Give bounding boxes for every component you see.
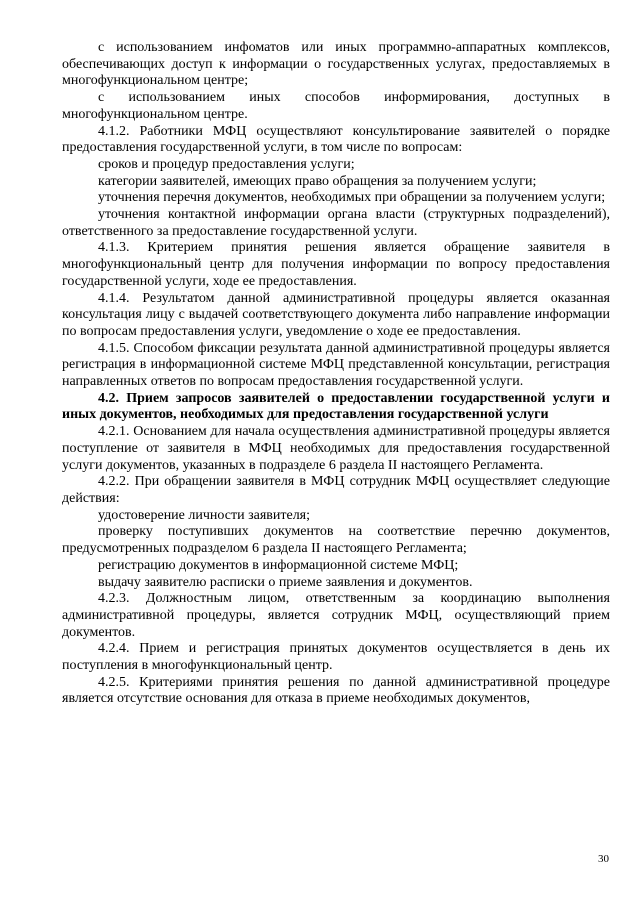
paragraph: уточнения контактной информации органа власти (структурных подразделений), ответственного за предоставление государственной услуги. — [62, 207, 610, 239]
paragraph: 4.2.4. Прием и регистрация принятых документов осуществляется в день их поступления в многофункциональный центр. — [62, 641, 610, 674]
paragraph: 4.2.3. Должностным лицом, ответственным за координацию выполнения административной процедуры, является сотрудник МФЦ, осуществляющий прием документов. — [62, 591, 610, 640]
paragraph: с использованием инфоматов или иных программно-аппаратных комплексов, обеспечивающих доступ к информации о государственных услугах, предоставляемых в многофункциональном центре; — [62, 40, 610, 89]
paragraph: с использованием иных способов информирования, доступных в многофункциональном центре. — [62, 90, 610, 122]
paragraph: 4.1.4. Результатом данной административной процедуры является оказанная консультация лицу с выдачей соответствующего документа либо направление информации по вопросам предоставления услуги, уведомление о ходе ее предоставления. — [62, 290, 610, 339]
paragraph: 4.2.5. Критериями принятия решения по данной административной процедуре является отсутствие основания для отказа в приеме необходимых документов, — [62, 674, 610, 707]
paragraph: категории заявителей, имеющих право обращения за получением услуги; — [98, 173, 537, 189]
paragraph: регистрацию документов в информационной системе МФЦ; — [98, 557, 459, 573]
page-number: 30 — [598, 853, 609, 865]
paragraph: выдачу заявителю расписки о приеме заявления и документов. — [98, 574, 473, 590]
paragraph: 4.1.3. Критерием принятия решения является обращение заявителя в многофункциональный центр для получения информации по вопросу предоставления государственной услуги, ходе ее предоставления. — [62, 240, 610, 289]
paragraph: сроков и процедур предоставления услуги; — [98, 156, 355, 172]
paragraph: 4.2.2. При обращении заявителя в МФЦ сотрудник МФЦ осуществляет следующие действия: — [62, 474, 610, 506]
paragraph: 4.1.2. Работники МФЦ осуществляют консультирование заявителей о порядке предоставления государственной услуги, в том числе по вопросам: — [62, 123, 610, 156]
document-body — [62, 40, 610, 708]
paragraph: 4.2.1. Основанием для начала осуществления административной процедуры является поступление от заявителя в МФЦ необходимых для предоставления государственной услуги документов, указанных в подразделе 6 раздела II настоящего Регламента. — [62, 424, 610, 473]
paragraph: проверку поступивших документов на соответствие перечню документов, предусмотренных подразделом 6 раздела II настоящего Регламента; — [62, 524, 610, 557]
paragraph: уточнения перечня документов, необходимых при обращении за получением услуги; — [98, 190, 606, 206]
paragraph: удостоверение личности заявителя; — [98, 507, 311, 523]
section-heading: 4.2. Прием запросов заявителей о предоставлении государственной услуги и иных документов, необходимых для предоставления государственной услуги — [62, 390, 610, 423]
paragraph: 4.1.5. Способом фиксации результата данной административной процедуры является регистрация в информационной системе МФЦ представленной консультации, регистрация направленных ответов по вопросам предоставления государственной услуги. — [62, 340, 610, 390]
